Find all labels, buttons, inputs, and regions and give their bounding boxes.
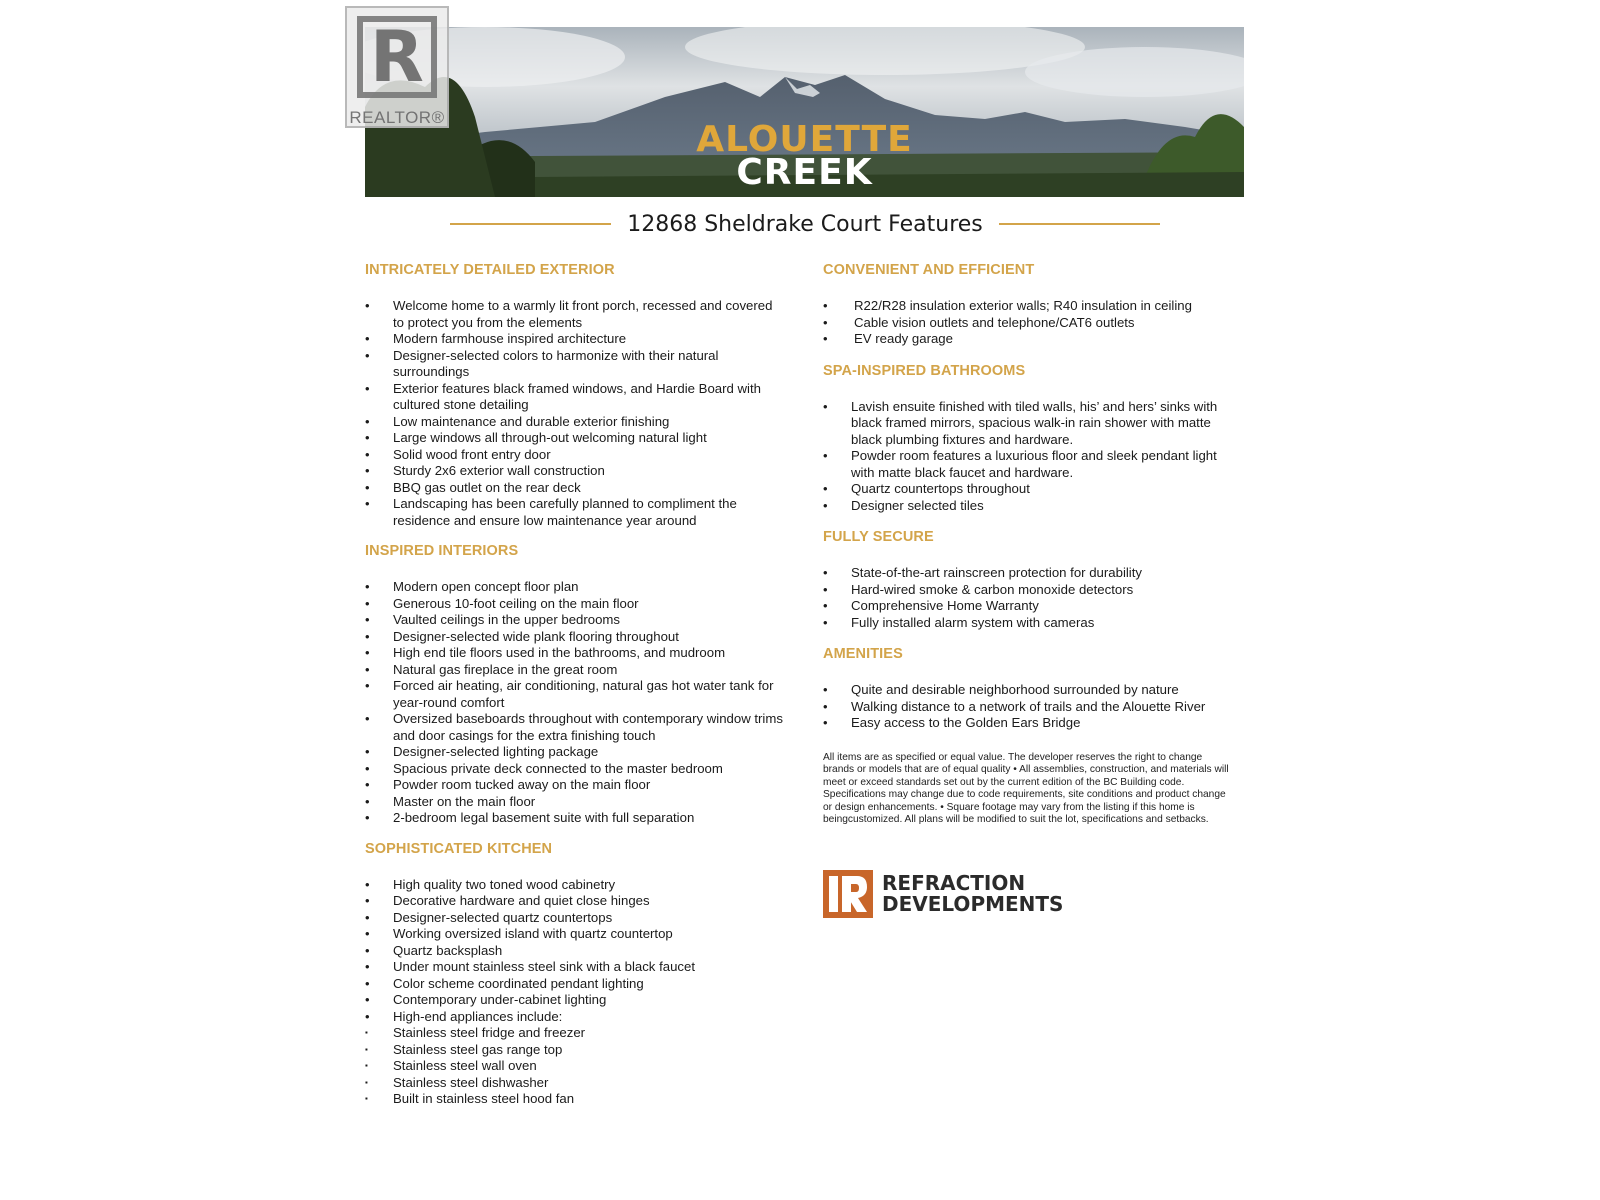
- banner-title-line2: CREEK: [736, 152, 873, 193]
- list-item: • Designer-selected quartz countertops: [365, 910, 785, 927]
- list-item: • Comprehensive Home Warranty: [823, 598, 1243, 615]
- developer-name-line1: REFRACTION: [882, 871, 1026, 895]
- disclaimer-text: All items are as specified or equal value. The developer reserves the right to change brands or models that are of equal quality • All assemblies, construction, and materials will meet or exceed standards set out by the current edition of the BC Building code. Specifications may change due to code requirements, site conditions and product change or design enhancements. • Square footage may vary from the listing if this home is beingcustomized. All plans will be modified to suit the lot, specifications and setbacks.: [823, 751, 1229, 826]
- section-efficient: [823, 262, 1243, 348]
- section-bathrooms: [823, 363, 1243, 515]
- list-item: • Landscaping has been carefully planned to compliment the residence and ensure low maintenance year around: [365, 496, 785, 529]
- list-item: • Designer-selected colors to harmonize with their natural surroundings: [365, 348, 785, 381]
- list-item: • Quartz countertops throughout: [823, 481, 1243, 498]
- list-item: • High end tile floors used in the bathrooms, and mudroom: [365, 645, 785, 662]
- list-item: • Fully installed alarm system with cameras: [823, 615, 1243, 632]
- developer-logo: [823, 870, 1063, 918]
- list-item: • Quartz backsplash: [365, 943, 785, 960]
- list-item: • 2-bedroom legal basement suite with full separation: [365, 810, 785, 827]
- list-item: • Natural gas fireplace in the great room: [365, 662, 785, 679]
- list-item: • Powder room features a luxurious floor and sleek pendant light with matte black faucet and hardware.: [823, 448, 1243, 481]
- list-item: • Solid wood front entry door: [365, 447, 785, 464]
- list-item: • Large windows all through-out welcoming natural light: [365, 430, 785, 447]
- sub-list-item: ▪ Stainless steel fridge and freezer: [365, 1025, 785, 1042]
- refraction-mark-icon: [823, 870, 873, 918]
- feature-list: [823, 399, 1243, 515]
- list-item: • High-end appliances include:: [365, 1009, 785, 1026]
- page-title-row: [450, 206, 1160, 242]
- list-item: • EV ready garage: [823, 331, 1243, 348]
- list-item: • Oversized baseboards throughout with contemporary window trims and door casings for the extra finishing touch: [365, 711, 785, 744]
- section-heading: SOPHISTICATED KITCHEN: [365, 840, 553, 857]
- sub-list-item: ▪ Stainless steel wall oven: [365, 1058, 785, 1075]
- feature-list: [365, 298, 785, 529]
- section-heading: INSPIRED INTERIORS: [365, 543, 519, 559]
- section-heading: FULLY SECURE: [823, 529, 934, 545]
- feature-list: [365, 877, 785, 1026]
- title-rule-left: [450, 223, 611, 225]
- section-interiors: [365, 543, 785, 827]
- realtor-label: REALTOR®: [349, 108, 445, 127]
- appliance-sublist: [365, 1025, 785, 1108]
- sub-list-item: ▪ Stainless steel dishwasher: [365, 1075, 785, 1092]
- list-item: • Welcome home to a warmly lit front porch, recessed and covered to protect you from the elements: [365, 298, 785, 331]
- sub-list-item: ▪ Stainless steel gas range top: [365, 1042, 785, 1059]
- title-rule-right: [999, 223, 1160, 225]
- developer-name: [882, 873, 1063, 915]
- list-item: • Designer-selected lighting package: [365, 744, 785, 761]
- list-item: • Decorative hardware and quiet close hinges: [365, 893, 785, 910]
- list-item: • Contemporary under-cabinet lighting: [365, 992, 785, 1009]
- sub-list-item: ▪ Built in stainless steel hood fan: [365, 1091, 785, 1108]
- banner-title-line1: ALOUETTE: [696, 119, 913, 160]
- section-heading: AMENITIES: [823, 646, 903, 662]
- list-item: • Easy access to the Golden Ears Bridge: [823, 715, 1243, 732]
- list-item: • Designer-selected wide plank flooring throughout: [365, 629, 785, 646]
- list-item: • Hard-wired smoke & carbon monoxide detectors: [823, 582, 1243, 599]
- list-item: • Quite and desirable neighborhood surrounded by nature: [823, 682, 1243, 699]
- list-item: • High quality two toned wood cabinetry: [365, 877, 785, 894]
- list-item: • Vaulted ceilings in the upper bedrooms: [365, 612, 785, 629]
- list-item: • Generous 10-foot ceiling on the main floor: [365, 596, 785, 613]
- realtor-r-icon: R: [357, 16, 437, 98]
- list-item: • Spacious private deck connected to the master bedroom: [365, 761, 785, 778]
- section-amenities: [823, 646, 1243, 732]
- list-item: • Powder room tucked away on the main floor: [365, 777, 785, 794]
- list-item: • Modern open concept floor plan: [365, 579, 785, 596]
- list-item: • Designer selected tiles: [823, 498, 1243, 515]
- section-kitchen: [365, 841, 785, 1108]
- feature-list: [823, 682, 1243, 732]
- list-item: • Lavish ensuite finished with tiled walls, his’ and hers’ sinks with black framed mirrors, spacious walk-in rain shower with matte black plumbing fixtures and hardware.: [823, 399, 1243, 449]
- list-item: • Sturdy 2x6 exterior wall construction: [365, 463, 785, 480]
- section-heading: CONVENIENT AND EFFICIENT: [823, 262, 1035, 278]
- section-exterior: [365, 262, 785, 529]
- list-item: • Color scheme coordinated pendant lighting: [365, 976, 785, 993]
- feature-list: [823, 298, 1243, 348]
- developer-name-line2: DEVELOPMENTS: [882, 892, 1064, 916]
- feature-list: [365, 579, 785, 827]
- hero-banner: [365, 27, 1244, 197]
- page-title: 12868 Sheldrake Court Features: [627, 211, 983, 237]
- list-item: • Modern farmhouse inspired architecture: [365, 331, 785, 348]
- list-item: • Walking distance to a network of trails and the Alouette River: [823, 699, 1243, 716]
- realtor-logo: [345, 6, 449, 128]
- section-secure: [823, 529, 1243, 631]
- list-item: • Cable vision outlets and telephone/CAT6 outlets: [823, 315, 1243, 332]
- section-heading: INTRICATELY DETAILED EXTERIOR: [365, 262, 615, 278]
- list-item: • Forced air heating, air conditioning, natural gas hot water tank for year-round comfort: [365, 678, 785, 711]
- list-item: • Under mount stainless steel sink with a black faucet: [365, 959, 785, 976]
- list-item: • R22/R28 insulation exterior walls; R40 insulation in ceiling: [823, 298, 1243, 315]
- list-item: • BBQ gas outlet on the rear deck: [365, 480, 785, 497]
- list-item: • Working oversized island with quartz countertop: [365, 926, 785, 943]
- left-column: [365, 262, 785, 1122]
- feature-list: [823, 565, 1243, 631]
- list-item: • Low maintenance and durable exterior finishing: [365, 414, 785, 431]
- list-item: • Master on the main floor: [365, 794, 785, 811]
- list-item: • State-of-the-art rainscreen protection for durability: [823, 565, 1243, 582]
- right-column: [823, 262, 1243, 827]
- list-item: • Exterior features black framed windows, and Hardie Board with cultured stone detailing: [365, 381, 785, 414]
- section-heading: SPA-INSPIRED BATHROOMS: [823, 362, 1026, 379]
